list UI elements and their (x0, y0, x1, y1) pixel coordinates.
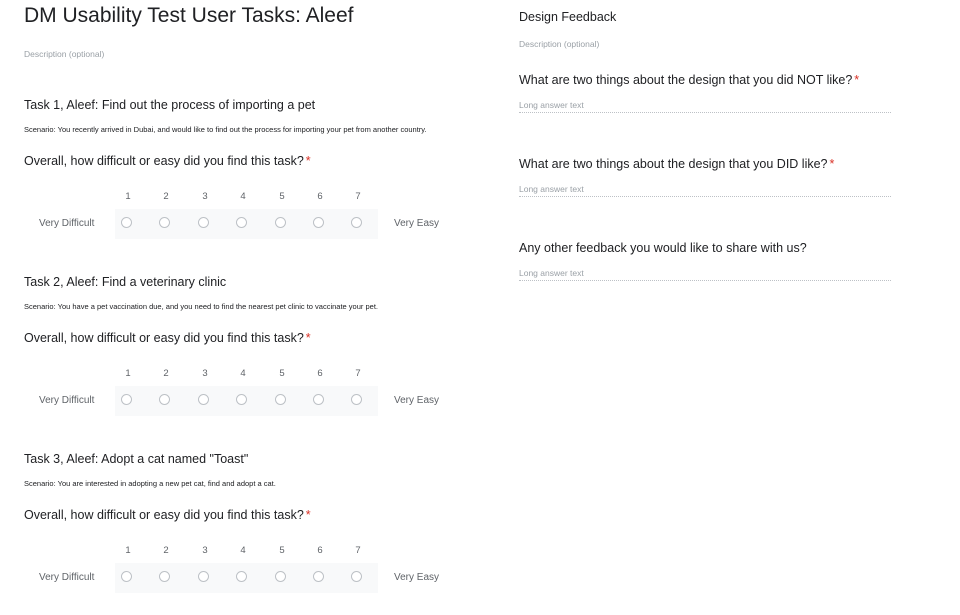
form-description[interactable]: Description (optional) (24, 49, 105, 59)
difficulty-question (24, 154, 311, 168)
radio-option-3[interactable] (198, 571, 209, 582)
difficulty-question (24, 331, 311, 345)
scale-number: 4 (240, 191, 246, 202)
scale-number: 5 (279, 191, 285, 202)
scale-high-label: Very Easy (394, 572, 440, 583)
question-label (519, 73, 859, 87)
radio-option-4[interactable] (236, 217, 247, 228)
radio-option-7[interactable] (351, 394, 362, 405)
task-scenario: Scenario: You have a pet vaccination due, and you need to find the nearest pet clinic to vaccinate your pet. (24, 302, 378, 311)
scale-radio-group (115, 386, 378, 416)
scale-number: 3 (202, 545, 208, 556)
scale-number: 6 (317, 191, 323, 202)
radio-option-2[interactable] (159, 571, 170, 582)
question-text: Overall, how difficult or easy did you find this task? (24, 508, 304, 522)
scale-high-label: Very Easy (394, 218, 440, 229)
scale-number: 6 (317, 368, 323, 379)
scale-number: 5 (279, 368, 285, 379)
scale-number: 2 (163, 368, 169, 379)
scale-number: 6 (317, 545, 323, 556)
scale-number: 1 (125, 545, 131, 556)
task-title: Task 1, Aleef: Find out the process of importing a pet (24, 98, 316, 112)
radio-option-7[interactable] (351, 217, 362, 228)
task-scenario: Scenario: You recently arrived in Dubai, and would like to find out the process for importing your pet from another country. (24, 125, 427, 134)
scale-numbers (115, 368, 389, 380)
question-text: What are two things about the design that you DID like? (519, 157, 828, 171)
scale-number: 4 (240, 545, 246, 556)
radio-option-2[interactable] (159, 394, 170, 405)
task-title: Task 3, Aleef: Adopt a cat named "Toast" (24, 452, 249, 466)
long-answer-input[interactable]: Long answer text (519, 100, 891, 113)
required-mark: * (829, 157, 835, 171)
scale-radio-group (115, 209, 378, 239)
question-text: Overall, how difficult or easy did you find this task? (24, 154, 304, 168)
scale-number: 2 (163, 191, 169, 202)
section-title: Design Feedback (519, 10, 617, 24)
radio-option-6[interactable] (313, 571, 324, 582)
required-mark: * (305, 508, 311, 522)
radio-option-6[interactable] (313, 394, 324, 405)
scale-number: 7 (355, 545, 361, 556)
question-text: Overall, how difficult or easy did you find this task? (24, 331, 304, 345)
scale-radio-group (115, 563, 378, 593)
task-scenario: Scenario: You are interested in adopting a new pet cat, find and adopt a cat. (24, 479, 276, 488)
difficulty-question (24, 508, 311, 522)
scale-number: 2 (163, 545, 169, 556)
scale-low-label: Very Difficult (39, 218, 95, 229)
section-description[interactable]: Description (optional) (519, 39, 600, 49)
scale-low-label: Very Difficult (39, 572, 95, 583)
scale-numbers (115, 545, 389, 557)
question-label (519, 241, 807, 255)
radio-option-5[interactable] (275, 571, 286, 582)
scale-number: 3 (202, 191, 208, 202)
question-text: Any other feedback you would like to share with us? (519, 241, 807, 255)
long-answer-input[interactable]: Long answer text (519, 184, 891, 197)
scale-low-label: Very Difficult (39, 395, 95, 406)
radio-option-3[interactable] (198, 217, 209, 228)
required-mark: * (854, 73, 860, 87)
scale-number: 4 (240, 368, 246, 379)
scale-number: 5 (279, 545, 285, 556)
radio-option-4[interactable] (236, 571, 247, 582)
form-title: DM Usability Test User Tasks: Aleef (24, 4, 354, 27)
radio-option-4[interactable] (236, 394, 247, 405)
scale-numbers (115, 191, 389, 203)
radio-option-1[interactable] (121, 571, 132, 582)
radio-option-5[interactable] (275, 394, 286, 405)
question-text: What are two things about the design that you did NOT like? (519, 73, 853, 87)
radio-option-1[interactable] (121, 217, 132, 228)
scale-number: 7 (355, 191, 361, 202)
radio-option-6[interactable] (313, 217, 324, 228)
task-title: Task 2, Aleef: Find a veterinary clinic (24, 275, 227, 289)
radio-option-3[interactable] (198, 394, 209, 405)
long-answer-input[interactable]: Long answer text (519, 268, 891, 281)
scale-high-label: Very Easy (394, 395, 440, 406)
required-mark: * (305, 331, 311, 345)
required-mark: * (305, 154, 311, 168)
scale-number: 3 (202, 368, 208, 379)
scale-number: 7 (355, 368, 361, 379)
radio-option-1[interactable] (121, 394, 132, 405)
radio-option-2[interactable] (159, 217, 170, 228)
question-label (519, 157, 834, 171)
radio-option-5[interactable] (275, 217, 286, 228)
scale-number: 1 (125, 191, 131, 202)
radio-option-7[interactable] (351, 571, 362, 582)
scale-number: 1 (125, 368, 131, 379)
